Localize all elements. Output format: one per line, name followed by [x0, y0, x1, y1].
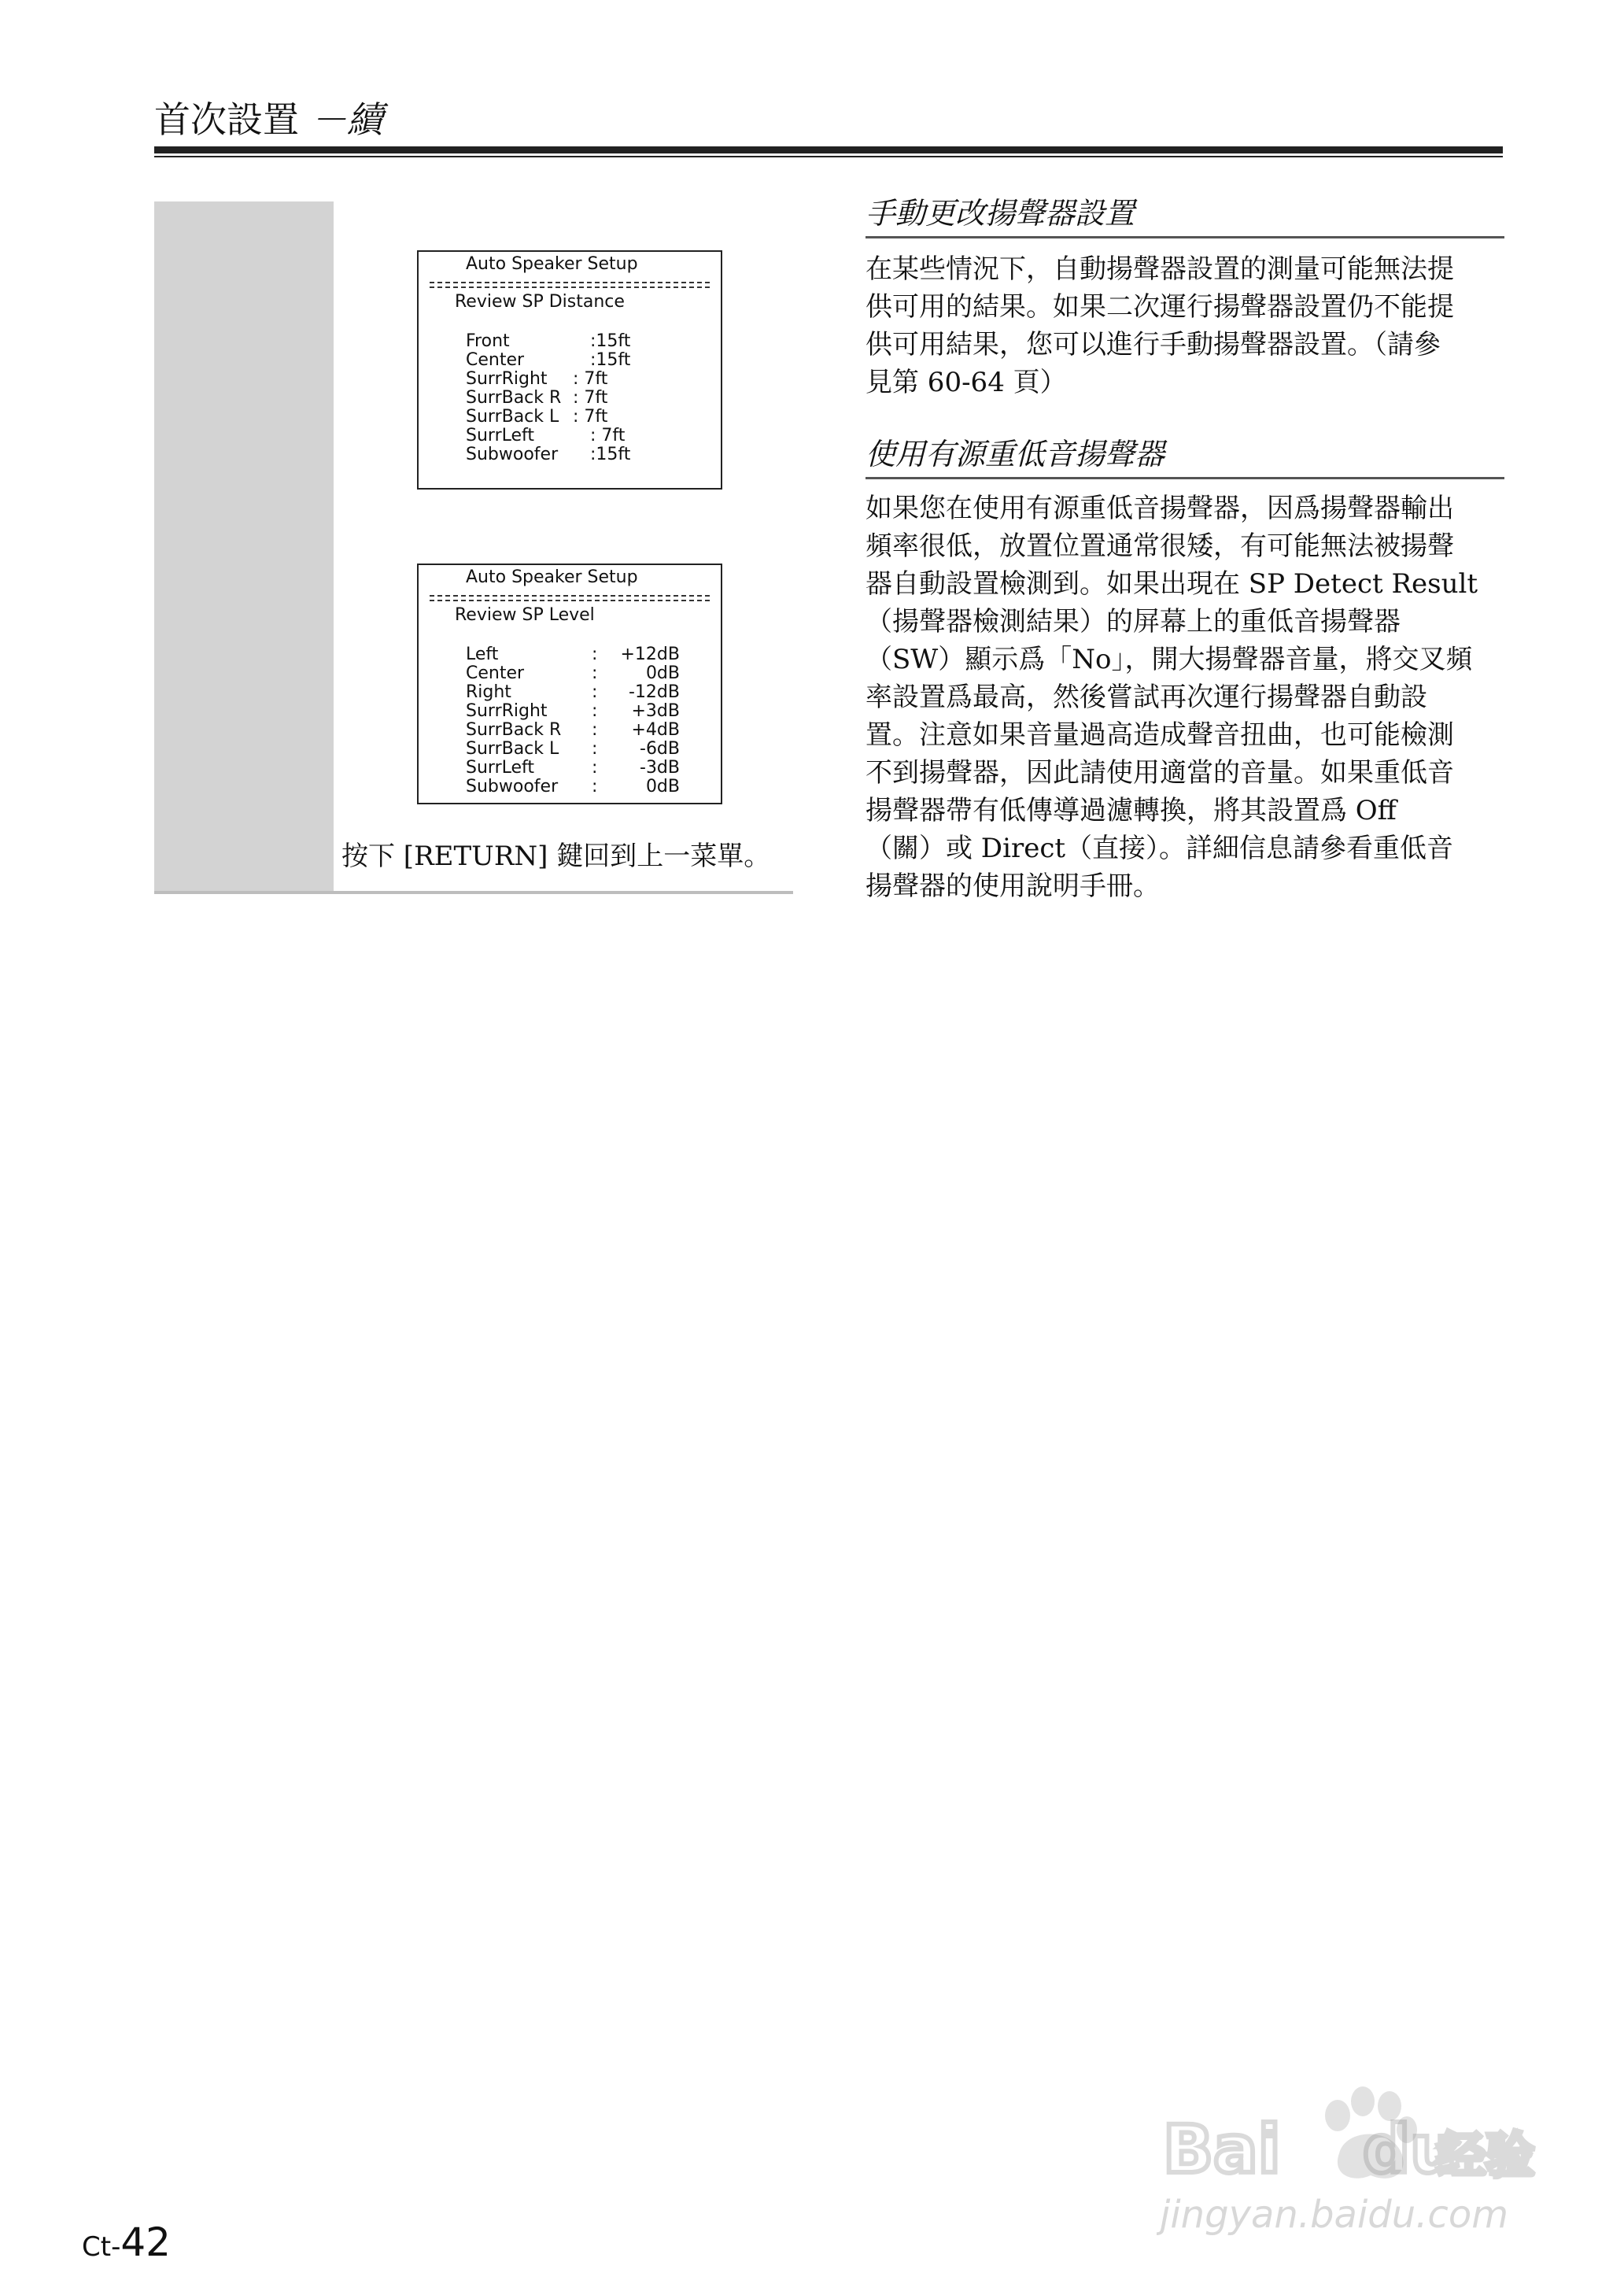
paragraph-line: 見第 60-64 頁）: [866, 367, 1067, 398]
row-label: SurrLeft: [466, 758, 535, 778]
screen-divider: [430, 600, 710, 601]
watermark-brand-cn: 经验: [1437, 2127, 1535, 2184]
row-value: : 7ft: [573, 388, 608, 408]
row-label: Front: [466, 331, 510, 351]
row-colon: :: [592, 739, 598, 759]
section-heading-manual: 手動更改揚聲器設置: [866, 196, 1135, 231]
row-label: Left: [466, 645, 499, 664]
row-label: SurrRight: [466, 701, 548, 721]
paragraph-line: （SW）顯示爲「No」，開大揚聲器音量，將交叉頻: [866, 644, 1473, 675]
row-value: +4dB: [631, 720, 680, 740]
paragraph-line: （揚聲器檢測結果）的屏幕上的重低音揚聲器: [866, 606, 1401, 638]
section-rule: [866, 236, 1504, 238]
row-colon: :: [592, 701, 598, 721]
page-title-main: 首次設置: [154, 98, 299, 141]
row-value: +12dB: [620, 645, 680, 664]
row-value: -6dB: [640, 739, 680, 759]
row-colon: :: [592, 777, 598, 796]
row-colon: :: [592, 758, 598, 778]
paragraph-line: 揚聲器的使用說明手冊。: [866, 870, 1160, 902]
return-instruction: 按下 [RETURN] 鍵回到上一菜單。: [341, 841, 771, 872]
illustration-sidebar: [154, 201, 334, 891]
row-colon: :: [592, 645, 598, 664]
header-rule-thin: [154, 156, 1503, 157]
screen-title: Auto Speaker Setup: [466, 567, 638, 587]
row-value: 0dB: [645, 777, 680, 796]
page-title-continuation: －續: [310, 98, 383, 141]
page-title: [154, 96, 383, 143]
baidu-jingyan-watermark: [1157, 2078, 1550, 2251]
paragraph-line: （關）或 Direct（直接）。詳細信息請參看重低音: [866, 833, 1454, 864]
paragraph-line: 揚聲器帶有低傳導過濾轉換，將其設置爲 Off: [866, 795, 1397, 826]
row-colon: :: [592, 663, 598, 683]
row-label: SurrBack L: [466, 739, 559, 759]
watermark-brand-left: Bai: [1163, 2111, 1281, 2188]
row-value: : 7ft: [573, 407, 608, 427]
section-heading-subwoofer: 使用有源重低音揚聲器: [866, 437, 1165, 471]
header-rule: [154, 146, 1503, 153]
screen-divider: [430, 286, 710, 288]
paragraph-line: 頻率很低，放置位置通常很矮，有可能無法被揚聲: [866, 530, 1454, 562]
row-label: SurrBack R: [466, 388, 562, 408]
page-number-prefix: Ct-: [82, 2231, 121, 2263]
screen-subtitle: Review SP Distance: [455, 292, 625, 312]
row-label: Right: [466, 682, 511, 702]
screen-review-level: [417, 564, 722, 804]
row-label: SurrLeft: [466, 426, 535, 445]
page-number-value: 42: [120, 2219, 171, 2265]
row-value: 0dB: [645, 663, 680, 683]
row-label: Subwoofer: [466, 445, 559, 464]
row-value: -12dB: [629, 682, 680, 702]
watermark-brand-right: du: [1363, 2111, 1457, 2188]
row-label: Subwoofer: [466, 777, 559, 796]
row-colon: :: [592, 720, 598, 740]
paragraph-line: 在某些情況下，自動揚聲器設置的測量可能無法提: [866, 253, 1454, 285]
screen-review-distance: [417, 250, 722, 490]
section-rule: [866, 477, 1504, 479]
paragraph-line: 如果您在使用有源重低音揚聲器，因爲揚聲器輸出: [866, 493, 1454, 524]
screen-divider: [430, 282, 710, 283]
paragraph-line: 置。注意如果音量過高造成聲音扭曲，也可能檢測: [866, 719, 1454, 751]
row-value: :15ft: [590, 331, 631, 351]
row-label: SurrRight: [466, 369, 548, 389]
row-value: :15ft: [590, 350, 631, 370]
screen-divider: [430, 595, 710, 597]
row-label: Center: [466, 663, 525, 683]
row-label: SurrBack L: [466, 407, 559, 427]
row-label: SurrBack R: [466, 720, 562, 740]
paragraph-line: 供可用結果，您可以進行手動揚聲器設置。（請參: [866, 329, 1441, 360]
row-value: -3dB: [640, 758, 680, 778]
paragraph-line: 率設置爲最高，然後嘗試再次運行揚聲器自動設: [866, 682, 1427, 713]
page-number: [82, 2219, 171, 2267]
row-colon: :: [592, 682, 598, 702]
paragraph-line: 供可用的結果。如果二次運行揚聲器設置仍不能提: [866, 291, 1454, 323]
row-value: :15ft: [590, 445, 631, 464]
row-label: Center: [466, 350, 525, 370]
panel-bottom-rule: [154, 891, 793, 894]
paragraph-line: 器自動設置檢測到。如果出現在 SP Detect Result: [866, 568, 1478, 600]
row-value: : 7ft: [573, 369, 608, 389]
row-value: +3dB: [631, 701, 680, 721]
screen-title: Auto Speaker Setup: [466, 254, 638, 274]
screen-subtitle: Review SP Level: [455, 605, 595, 625]
watermark-url: jingyan.baidu.com: [1160, 2193, 1508, 2237]
paragraph-line: 不到揚聲器，因此請使用適當的音量。如果重低音: [866, 757, 1454, 789]
row-value: : 7ft: [590, 426, 626, 445]
